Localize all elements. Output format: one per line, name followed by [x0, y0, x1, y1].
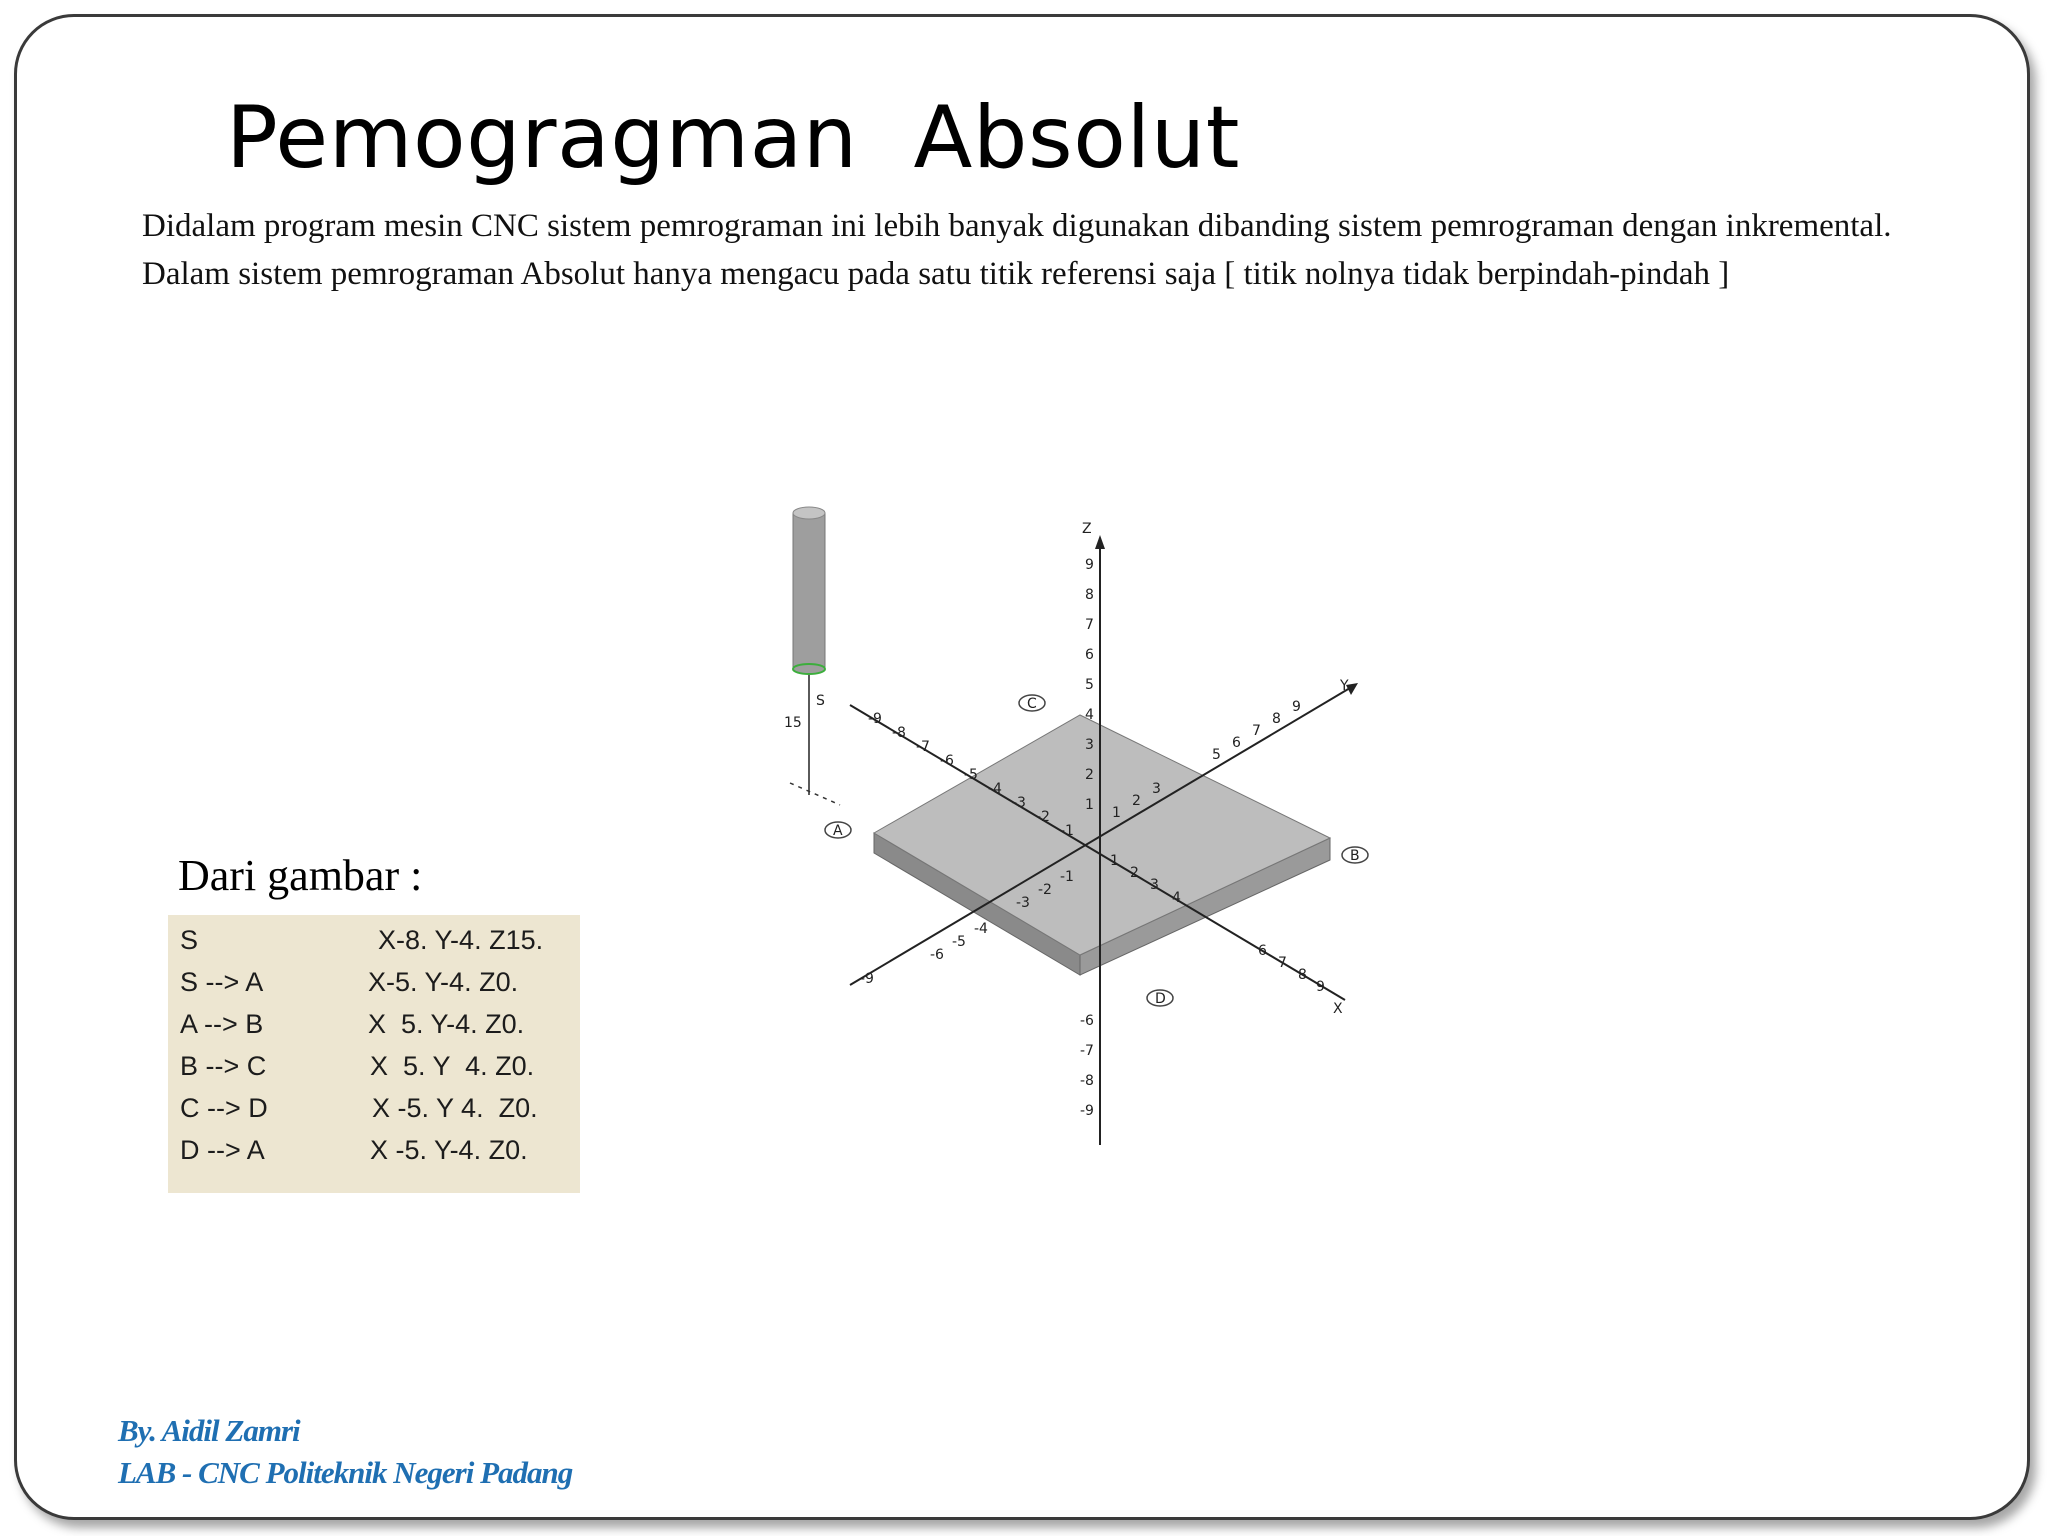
svg-text:7: 7	[1252, 723, 1261, 739]
svg-text:9: 9	[1316, 979, 1325, 995]
svg-text:1: 1	[1085, 797, 1094, 813]
move-label: B --> C	[180, 1051, 267, 1081]
y-axis-label: Y	[1340, 678, 1349, 694]
corner-marker-b	[1342, 847, 1368, 864]
svg-text:-8: -8	[1080, 1073, 1094, 1089]
coordinate-value: X -5. Y 4. Z0.	[372, 1093, 538, 1123]
svg-text:-3: -3	[1012, 795, 1026, 811]
svg-text:-9: -9	[860, 971, 874, 987]
svg-text:4: 4	[1085, 707, 1094, 723]
coordinate-value: X-8. Y-4. Z15.	[378, 925, 544, 955]
svg-text:5: 5	[1085, 677, 1094, 693]
svg-text:-8: -8	[892, 725, 906, 741]
coordinate-row	[168, 1051, 580, 1093]
footer-lab: LAB - CNC Politeknik Negeri Padang	[118, 1455, 573, 1490]
coordinate-value: X 5. Y 4. Z0.	[370, 1051, 535, 1081]
move-label: S --> A	[180, 967, 264, 997]
svg-text:9: 9	[1292, 699, 1301, 715]
svg-text:-5: -5	[964, 767, 978, 783]
svg-text:8: 8	[1298, 967, 1307, 983]
svg-text:-9: -9	[868, 711, 882, 727]
coordinate-value: X-5. Y-4. Z0.	[368, 967, 519, 997]
tool-height-label: 15	[784, 715, 802, 731]
svg-text:2: 2	[1130, 865, 1139, 881]
corner-marker-d	[1147, 990, 1173, 1007]
z-axis-label: Z	[1082, 521, 1092, 537]
coordinate-row	[168, 967, 580, 1009]
svg-text:8: 8	[1272, 711, 1281, 727]
move-label: D --> A	[180, 1135, 265, 1165]
svg-text:-2: -2	[1036, 809, 1050, 825]
svg-text:-5: -5	[952, 934, 966, 950]
svg-text:D: D	[1155, 991, 1166, 1007]
svg-text:2: 2	[1132, 793, 1141, 809]
move-label: S	[180, 925, 199, 955]
footer-author: By. Aidil Zamri	[118, 1413, 300, 1448]
coordinate-value: X -5. Y-4. Z0.	[370, 1135, 528, 1165]
svg-text:6: 6	[1085, 647, 1094, 663]
footer-credit	[118, 1410, 572, 1494]
slide-body-text: Didalam program mesin CNC sistem pemrograman ini lebih banyak digunakan dibanding sistem pemrograman dengan inkremental. Dalam sistem pemrograman Absolut hanya mengacu pada satu titik referensi saja [ titik nolnya tidak berpindah-pindah ]	[142, 208, 1892, 292]
svg-text:B: B	[1350, 848, 1360, 864]
coordinate-value: X 5. Y-4. Z0.	[368, 1009, 525, 1039]
z-axis-arrow	[1095, 535, 1105, 549]
coordinate-table	[168, 915, 580, 1193]
svg-text:7: 7	[1278, 955, 1287, 971]
svg-text:3: 3	[1150, 877, 1159, 893]
svg-text:-2: -2	[1038, 882, 1052, 898]
coordinate-row	[168, 1093, 580, 1135]
svg-text:-6: -6	[940, 753, 954, 769]
svg-text:C: C	[1027, 696, 1037, 712]
x-axis-label: X	[1333, 1001, 1343, 1017]
start-point-label: S	[816, 693, 825, 709]
coordinate-row	[168, 1009, 580, 1051]
cnc-coordinate-diagram	[760, 505, 1380, 1145]
svg-text:-4: -4	[988, 781, 1002, 797]
diagram-caption: Dari gambar :	[178, 851, 423, 900]
svg-text:3: 3	[1085, 737, 1094, 753]
svg-text:7: 7	[1085, 617, 1094, 633]
svg-text:-6: -6	[930, 947, 944, 963]
move-label: C --> D	[180, 1093, 268, 1123]
svg-text:1: 1	[1112, 805, 1121, 821]
move-label: A --> B	[180, 1009, 264, 1039]
svg-text:-7: -7	[916, 739, 930, 755]
svg-text:1: 1	[1110, 853, 1119, 869]
cutting-tool	[793, 507, 825, 674]
coordinate-row	[168, 1135, 580, 1177]
svg-text:-4: -4	[974, 921, 988, 937]
svg-text:-1: -1	[1060, 869, 1074, 885]
svg-text:4: 4	[1172, 890, 1181, 906]
slide-title: Pemogragman Absolut	[226, 88, 1240, 188]
corner-marker-c	[1019, 695, 1045, 712]
svg-text:A: A	[833, 823, 843, 839]
svg-text:3: 3	[1152, 781, 1161, 797]
svg-text:-3: -3	[1016, 895, 1030, 911]
tool-reference-line	[790, 783, 840, 805]
svg-text:-1: -1	[1060, 823, 1074, 839]
svg-text:-6: -6	[1080, 1013, 1094, 1029]
coordinate-row	[168, 925, 580, 967]
svg-text:-7: -7	[1080, 1043, 1094, 1059]
svg-text:6: 6	[1232, 735, 1241, 751]
svg-text:9: 9	[1085, 557, 1094, 573]
svg-text:-9: -9	[1080, 1103, 1094, 1119]
svg-text:5: 5	[1212, 747, 1221, 763]
svg-text:8: 8	[1085, 587, 1094, 603]
corner-marker-a	[825, 822, 851, 839]
svg-text:6: 6	[1258, 943, 1267, 959]
svg-text:2: 2	[1085, 767, 1094, 783]
